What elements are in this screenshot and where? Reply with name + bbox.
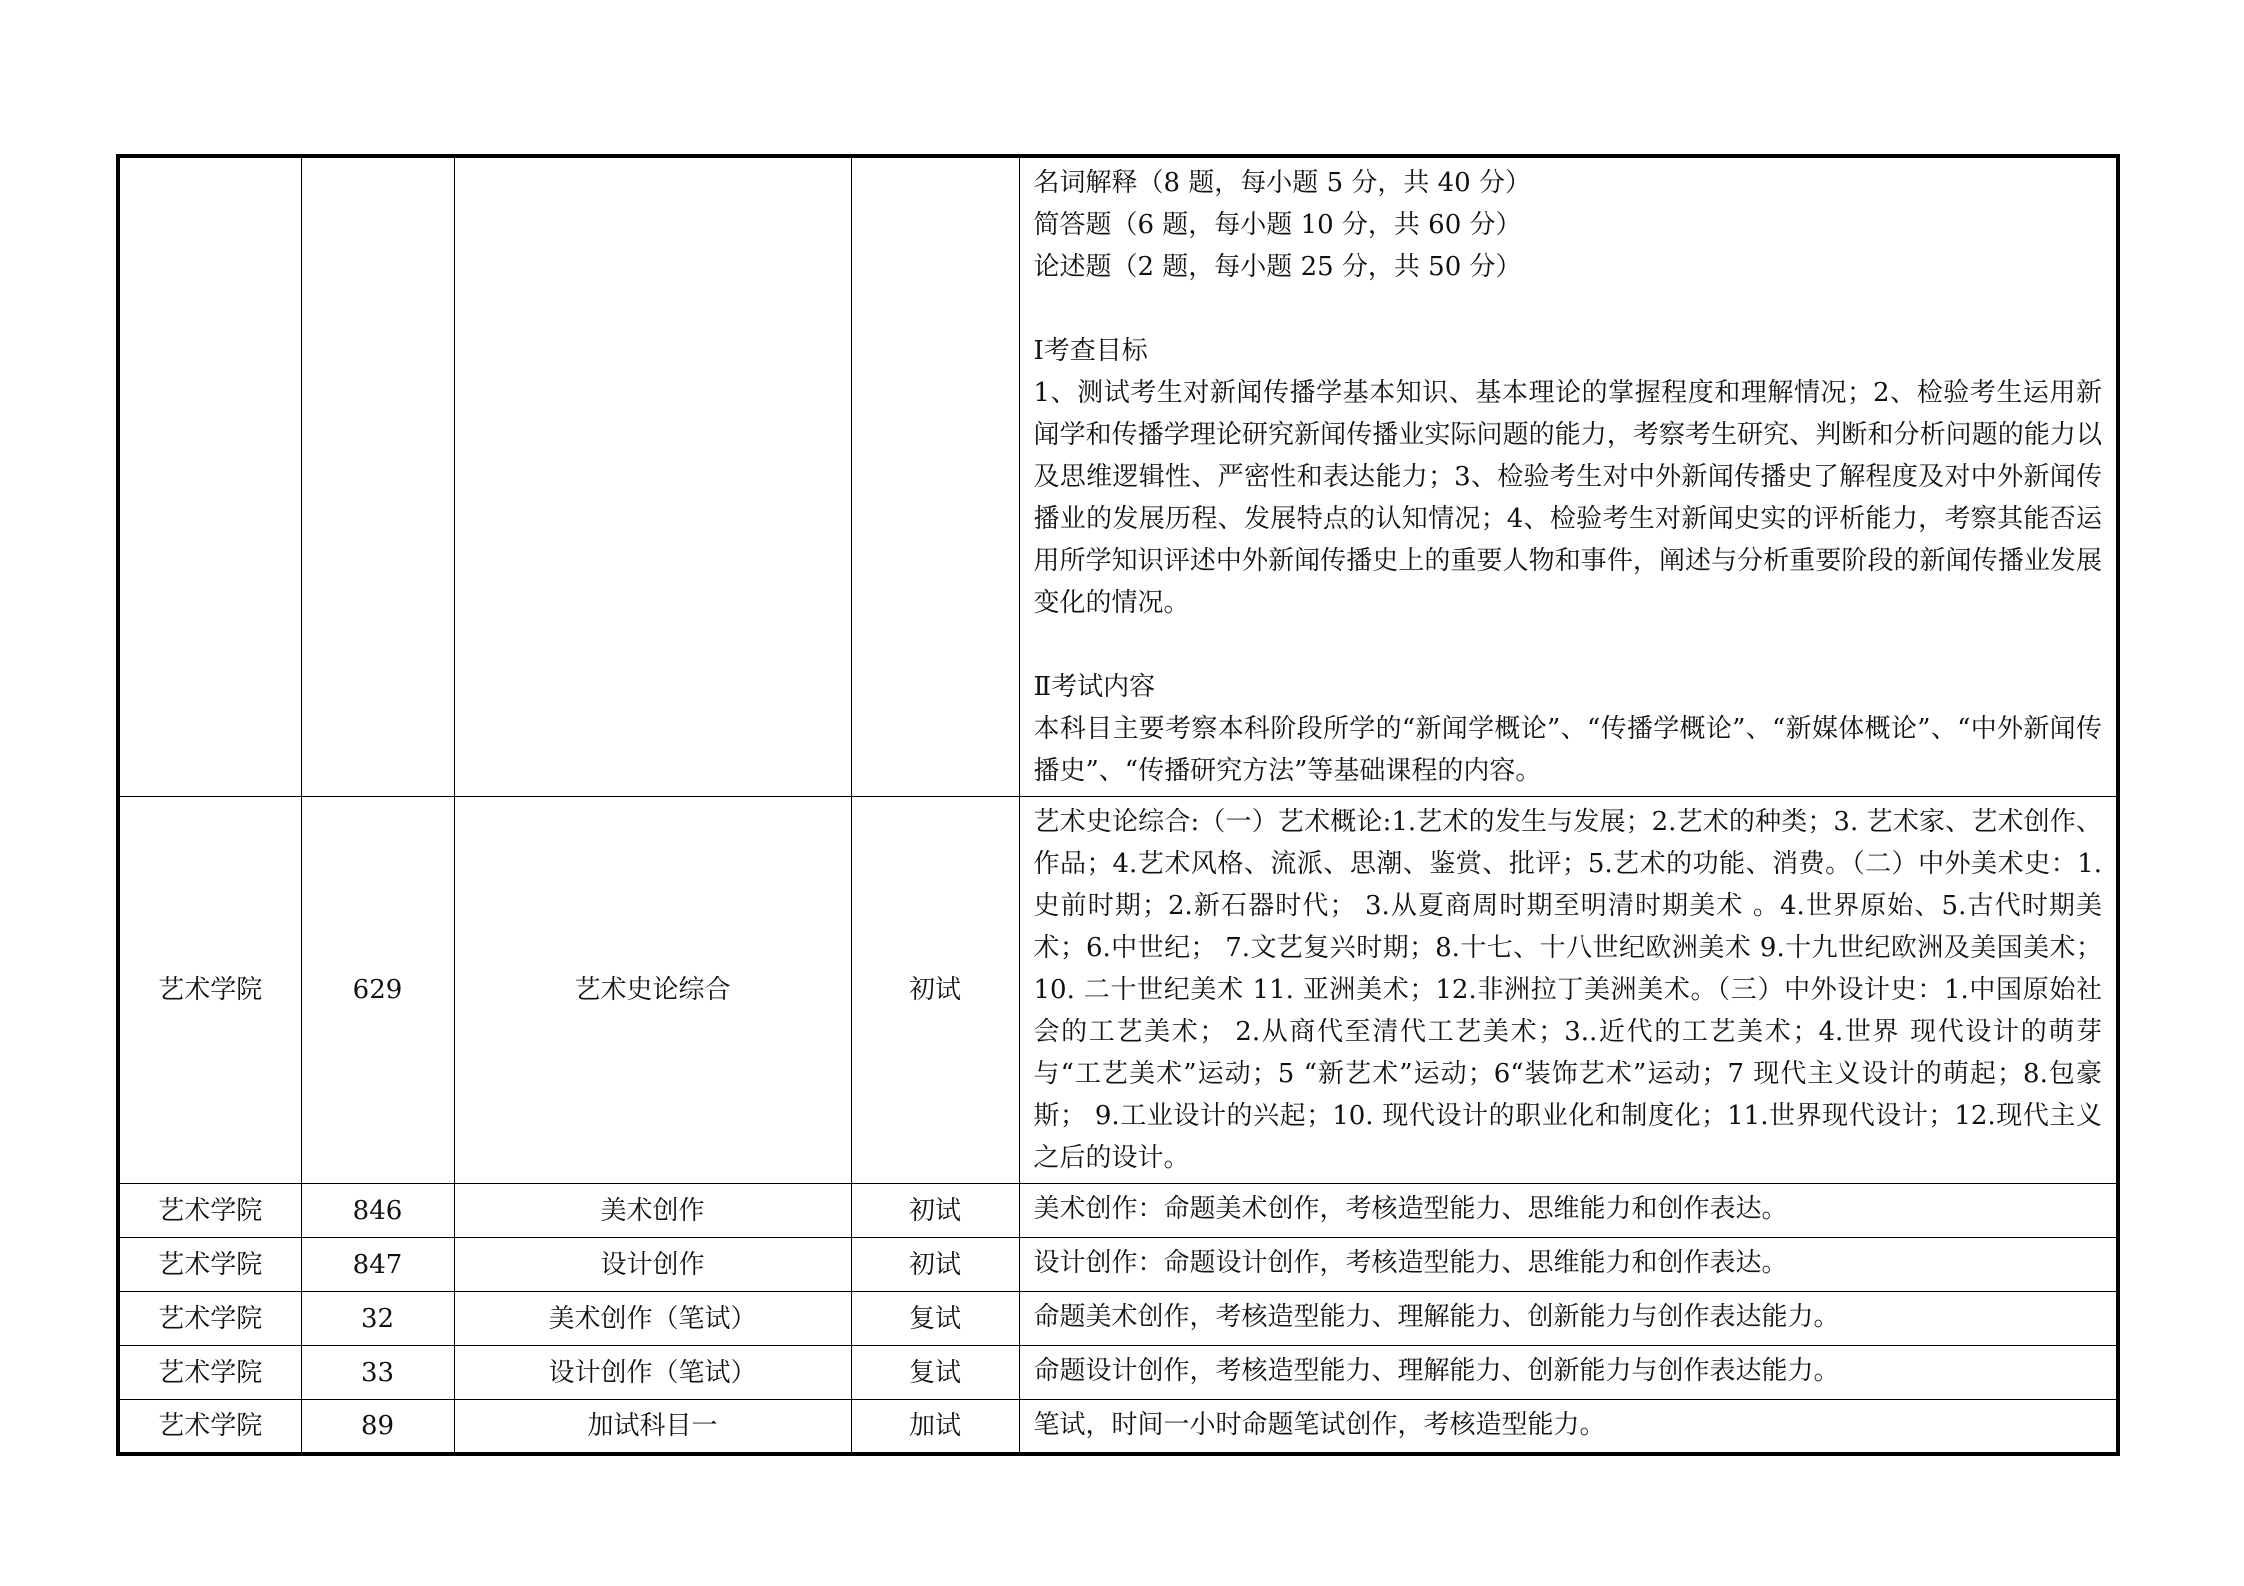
exam-type-cell	[851, 156, 1019, 797]
subject-cell: 设计创作（笔试）	[454, 1346, 851, 1400]
description-cell: 艺术史论综合:（一）艺术概论:1.艺术的发生与发展；2.艺术的种类；3. 艺术家、艺术创作、作品；4.艺术风格、流派、思潮、鉴赏、批评；5.艺术的功能、消费。（二）中外美术史：1.史前时期；2.新石器时代； 3.从夏商周时期至明清时期美术 。4.世界原始、5.古代时期美术；6.中世纪； 7.文艺复兴时期；8.十七、十八世纪欧洲美术 9.十九世纪欧洲及美国美术；10. 二十世纪美术 11. 亚洲美术；12.非洲拉丁美洲美术。（三）中外设计史：1.中国原始社会的工艺美术； 2.从商代至清代工艺美术；3..近代的工艺美术；4.世界 现代设计的萌芽与“工艺美术”运动；5 “新艺术”运动；6“装饰艺术”运动；7 现代主义设计的萌起；8.包豪斯； 9.工业设计的兴起；10. 现代设计的职业化和制度化；11.世界现代设计；12.现代主义之后的设计。	[1019, 797, 2118, 1184]
exam-type-cell: 复试	[851, 1292, 1019, 1346]
exam-type-cell: 加试	[851, 1400, 1019, 1454]
blank-line	[1034, 624, 2103, 666]
college-cell: 艺术学院	[118, 797, 301, 1184]
college-cell: 艺术学院	[118, 1238, 301, 1292]
college-cell: 艺术学院	[118, 1400, 301, 1454]
section-paragraph: 1、测试考生对新闻传播学基本知识、基本理论的掌握程度和理解情况；2、检验考生运用新闻学和传播学理论研究新闻传播业实际问题的能力，考察考生研究、判断和分析问题的能力以及思维逻辑性、严密性和表达能力；3、检验考生对中外新闻传播史了解程度及对中外新闻传播业的发展历程、发展特点的认知情况；4、检验考生对新闻史实的评析能力，考察其能否运用所学知识评述中外新闻传播史上的重要人物和事件，阐述与分析重要阶段的新闻传播业发展变化的情况。	[1033, 378, 2102, 618]
code-cell: 89	[301, 1400, 454, 1454]
table-row	[118, 1400, 2118, 1454]
table-row	[118, 1346, 2118, 1400]
table-row	[118, 797, 2118, 1184]
college-cell	[118, 156, 301, 797]
college-cell: 艺术学院	[118, 1346, 301, 1400]
exam-subject-table	[116, 154, 2120, 1456]
description-cell: 命题设计创作，考核造型能力、理解能力、创新能力与创作表达能力。	[1019, 1346, 2118, 1400]
subject-cell: 艺术史论综合	[454, 797, 851, 1184]
description-cell: 设计创作：命题设计创作，考核造型能力、思维能力和创作表达。	[1019, 1238, 2118, 1292]
description-cell: 命题美术创作，考核造型能力、理解能力、创新能力与创作表达能力。	[1019, 1292, 2118, 1346]
code-cell: 846	[301, 1184, 454, 1238]
code-cell	[301, 156, 454, 797]
description-cell: 笔试，时间一小时命题笔试创作，考核造型能力。	[1019, 1400, 2118, 1454]
college-cell: 艺术学院	[118, 1184, 301, 1238]
table-row	[118, 1292, 2118, 1346]
question-type-line: 论述题（2 题，每小题 25 分，共 50 分）	[1033, 252, 1522, 282]
subject-cell: 美术创作（笔试）	[454, 1292, 851, 1346]
code-cell: 629	[301, 797, 454, 1184]
section-heading: Ⅰ考查目标	[1033, 336, 1148, 366]
section-heading: Ⅱ考试内容	[1033, 672, 1156, 702]
exam-type-cell: 初试	[851, 1238, 1019, 1292]
table-row	[118, 156, 2118, 797]
blank-line	[1034, 288, 2103, 330]
subject-cell: 加试科目一	[454, 1400, 851, 1454]
table-row	[118, 1184, 2118, 1238]
code-cell: 847	[301, 1238, 454, 1292]
section-paragraph: 本科目主要考察本科阶段所学的“新闻学概论”、“传播学概论”、“新媒体概论”、“中外新闻传播史”、“传播研究方法”等基础课程的内容。	[1033, 714, 2102, 786]
description-cell	[1019, 156, 2118, 797]
exam-type-cell: 初试	[851, 1184, 1019, 1238]
exam-type-cell: 初试	[851, 797, 1019, 1184]
table-row	[118, 1238, 2118, 1292]
subject-cell	[454, 156, 851, 797]
exam-type-cell: 复试	[851, 1346, 1019, 1400]
question-type-line: 名词解释（8 题，每小题 5 分，共 40 分）	[1033, 168, 1531, 198]
question-type-line: 简答题（6 题，每小题 10 分，共 60 分）	[1033, 210, 1522, 240]
subject-cell: 美术创作	[454, 1184, 851, 1238]
description-cell: 美术创作：命题美术创作，考核造型能力、思维能力和创作表达。	[1019, 1184, 2118, 1238]
subject-cell: 设计创作	[454, 1238, 851, 1292]
college-cell: 艺术学院	[118, 1292, 301, 1346]
code-cell: 33	[301, 1346, 454, 1400]
code-cell: 32	[301, 1292, 454, 1346]
